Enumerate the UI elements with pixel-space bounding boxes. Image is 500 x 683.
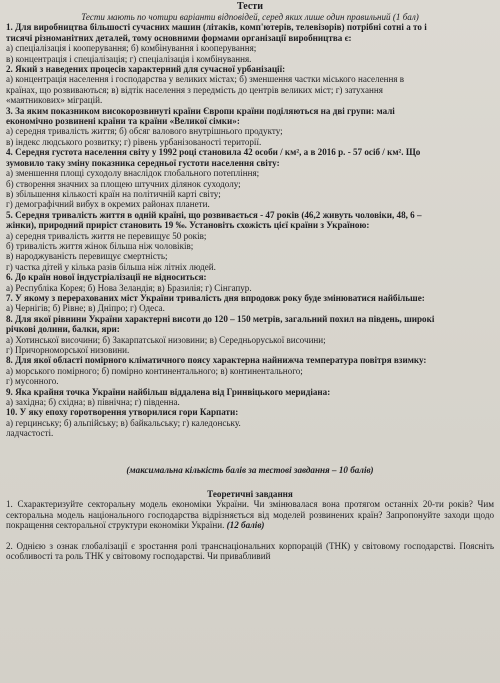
question-text: Для якої рівнини України характерні висоти до 120 – 150 метрів, загальний похил на південь, широкі <box>15 313 435 324</box>
answer-options: а) морського помірного; б) помірно континентального; в) континентального; <box>6 365 303 376</box>
answer-options: в) індекс людського розвитку; г) рівень урбанізованості території. <box>6 136 262 147</box>
answer-options: г) демографічний вибух в окремих районах планети. <box>6 199 210 210</box>
answer-options: а) спеціалізація і кооперування; б) комбінування і кооперування; <box>6 43 257 54</box>
question-number: 4. <box>6 147 13 158</box>
answer-options: г) мусонного. <box>6 376 59 387</box>
question-block <box>6 355 494 386</box>
question-block <box>6 210 494 272</box>
question-line <box>6 387 494 397</box>
question-line <box>6 64 494 74</box>
task-number: 2. <box>6 540 13 551</box>
question-number: 6. <box>6 272 13 283</box>
max-score-note: (максимальна кількість балів за тестові завдання – 10 балів) <box>126 464 374 475</box>
task-number: 1. <box>6 499 13 510</box>
answer-options: ладчастості. <box>6 428 54 439</box>
question-line <box>6 22 494 32</box>
answer-options: в) збільшення кількості країн на політичній карті світу; <box>6 188 221 199</box>
question-block <box>6 22 494 64</box>
theory-task <box>6 541 494 562</box>
answer-options: г) Причорноморської низовини. <box>6 345 130 355</box>
task-text: Однією з ознак глобалізації є зростання ролі транснаціональних корпорацій (ТНК) у світовому господарстві. Поясніть особливості та роль ТНК у світовому господарстві. Чи привабливий <box>6 540 495 562</box>
question-text: У якому з перерахованих міст України тривалість дня впродовж року буде змінюватися найбільше: <box>15 292 425 303</box>
question-block <box>6 64 494 106</box>
answer-options: а) середня тривалість життя не перевищує 50 років; <box>6 230 207 241</box>
answer-options: а) Республіка Корея; б) Нова Зеландія; в) Бразилія; г) Сінгапур. <box>6 282 252 293</box>
question-number: 3. <box>6 105 13 116</box>
question-line <box>6 314 494 324</box>
answer-options: а) герцинську; б) альпійську; в) байкальську; г) каледонську. <box>6 417 241 428</box>
question-block <box>6 272 494 293</box>
question-text: За яким показником високорозвинуті країни Європи країни поділяються на дві групи: малі <box>15 105 395 116</box>
answer-options: а) Чернігів; б) Рівне; в) Дніпро; г) Одеса. <box>6 303 165 314</box>
question-line <box>6 116 494 126</box>
theory-task <box>6 499 494 530</box>
answer-options: а) зменшення площі суходолу внаслідок глобального потепління; <box>6 168 260 179</box>
question-text: До країн нової індустріалізації не відноситься: <box>15 272 207 283</box>
question-text: Для якої області помірного кліматичного поясу характерна найнижча температура повітря взимку: <box>15 355 427 366</box>
answer-options: країнах, що розвиваються; в) відтік населення з передмість до центрів великих міст; г) затухання <box>6 84 383 95</box>
question-line <box>6 324 494 334</box>
question-line <box>6 407 494 417</box>
question-line <box>6 158 494 168</box>
question-text: Який з наведених процесів характерний для сучасної урбанізації: <box>15 64 286 75</box>
answer-options: «маятникових» міграцій. <box>6 95 103 106</box>
answer-options: б) тривалість життя жінок більша ніж чоловіків; <box>6 240 194 251</box>
question-text: Середня густота населення світу у 1992 році становила 42 особи / км², а в 2016 р. - 57 осіб / км². Що <box>15 147 421 158</box>
question-text: Середня тривалість життя в одній країні, що розвивається - 47 років (46,2 живуть чоловіки, 48, 6 – <box>15 209 422 220</box>
question-number: 1. <box>6 22 13 33</box>
page-subtitle: Тести мають по чотири варіанти відповідей, серед яких лише один правильний (1 бал) <box>81 12 419 22</box>
question-text: жінки), природний приріст становить 19 ‰. Установіть схожість цієї країни з Україною: <box>6 220 370 231</box>
answer-options: в) народжуваність перевищує смертність; <box>6 251 168 262</box>
question-line <box>6 293 494 303</box>
answer-options: г) частка дітей у кілька разів більша ніж літніх людей. <box>6 261 216 272</box>
question-block <box>6 314 494 356</box>
question-line <box>6 272 494 282</box>
question-number: 10. <box>6 407 18 418</box>
question-line <box>6 33 494 43</box>
question-text: Для виробництва більшості сучасних машин (літаків, комп'ютерів, телевізорів) потрібні сотні а то і <box>15 22 427 33</box>
question-line <box>6 147 494 157</box>
answer-options: б) створення значних за площею штучних ділянок суходолу; <box>6 178 241 189</box>
question-number: 8. <box>6 313 13 324</box>
question-block <box>6 106 494 148</box>
answer-options: а) концентрація населення і господарства у великих містах; б) зменшення частки міського населення в <box>6 74 405 85</box>
question-line <box>6 355 494 365</box>
question-text: економічно розвинені країни та країни «Великої сімки»: <box>6 116 240 127</box>
question-text: Яка крайня точка України найбільш віддалена від Гринвіцького меридіана: <box>15 386 331 397</box>
question-block <box>6 407 494 438</box>
theory-title: Теоретичні завдання <box>207 489 293 500</box>
question-number: 8. <box>6 355 13 366</box>
answer-options: а) середня тривалість життя; б) обсяг валового внутрішнього продукту; <box>6 126 283 137</box>
test-questions <box>6 22 494 438</box>
answer-options: а) західна; б) східна; в) північна; г) південна. <box>6 397 180 408</box>
question-block <box>6 147 494 209</box>
task-points: (12 балів) <box>226 520 265 531</box>
page-title: Тести <box>237 1 263 12</box>
question-text: У яку епоху горотворення утворилися гори Карпати: <box>19 407 239 418</box>
answer-options: а) Хотинської височини; б) Закарпатської низовини; в) Середньоруської височини; <box>6 334 326 345</box>
answer-options: в) концентрація і спеціалізація; г) спеціалізація і комбінування. <box>6 53 252 64</box>
question-number: 9. <box>6 386 13 397</box>
question-text: зумовило таку зміну показника середньої густоти населення світу: <box>6 157 280 168</box>
question-text: річкові долини, балки, яри: <box>6 324 120 335</box>
question-number: 2. <box>6 64 13 75</box>
question-line <box>6 220 494 230</box>
question-line <box>6 106 494 116</box>
question-block <box>6 387 494 408</box>
question-number: 7. <box>6 292 13 303</box>
question-number: 5. <box>6 209 13 220</box>
question-line <box>6 210 494 220</box>
task-text: Схарактеризуйте секторальну модель економіки України. Чи змінювалася вона протягом останніх 20-ти років? Чим секторальна модель національного господарства відрізняється від моделей розвинених країн? Запропонуйте заходи щодо покращення секторальної структури економіки України. <box>6 499 494 531</box>
question-block <box>6 293 494 314</box>
question-text: тисячі різноманітних деталей, тому основними формами організації виробництва є: <box>6 32 352 43</box>
